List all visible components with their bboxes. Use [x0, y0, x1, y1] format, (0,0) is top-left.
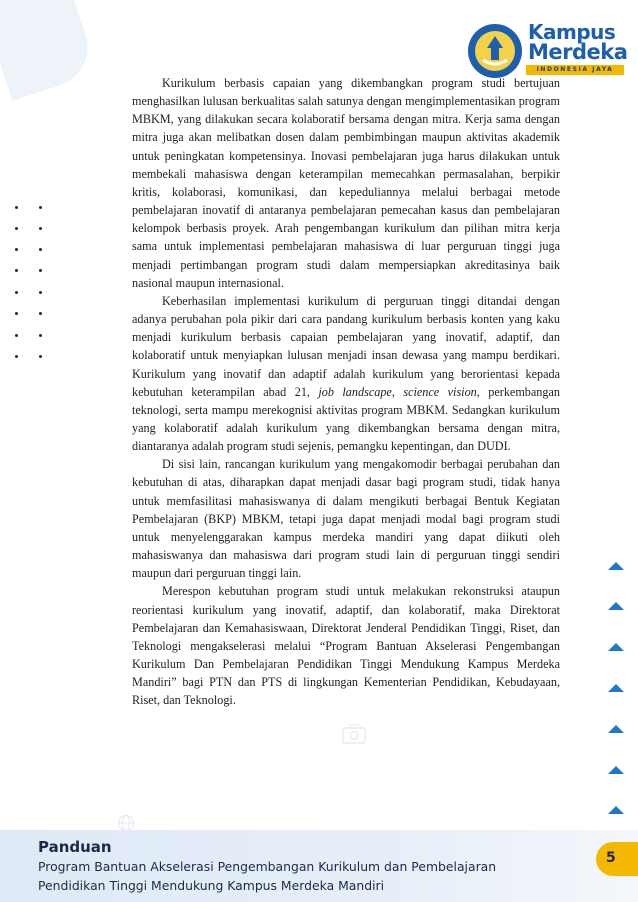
paragraph-1: Kurikulum berbasis capaian yang dikembangkan program studi bertujuan menghasilkan lulusan berkualitas salah satunya dengan mengimplementasikan program MBKM, yang dilakukan secara kolaboratif bersama dengan mitra. Kerja sama dengan mitra juga akan melibatkan dosen dalam pembimbingan maupun aktivitas akademik untuk peningkatan kompetensinya. Inovasi pembelajaran juga harus dilakukan untuk membekali mahasiswa dengan keterampilan memecahkan permasalahan, berpikir kritis, kolaborasi, komunikasi, dan kepeduliannya melalui berbagai metode pembelajaran inovatif di antaranya pembelajaran pemecahan kasus dan pembelajaran kelompok berbasis proyek. Arah pengembangan kurikulum dan pilihan mitra kerja sama untuk implementasi pembelajaran mahasiswa di luar perguruan tinggi juga menjadi pertimbangan program studi dalam mempersiapkan akreditasinya baik nasional maupun internasional.: [132, 76, 560, 290]
page-number: 5: [606, 850, 616, 866]
tut-wuri-handayani-seal-icon: [466, 22, 524, 80]
italic-term: job landscape: [318, 384, 392, 399]
arrow-up-icon: [608, 602, 624, 610]
body-text: [132, 74, 560, 709]
footer-subtitle-line: Pendidikan Tinggi Mendukung Kampus Merdeka Mandiri: [38, 878, 385, 893]
arrow-up-icon: [608, 725, 624, 733]
arrow-up-icon: [608, 766, 624, 774]
page-number-badge: [596, 842, 638, 876]
paragraph-4: Merespon kebutuhan program studi untuk melakukan rekonstruksi ataupun reorientasi kurikulum yang inovatif, adaptif, dan kolaboratif, maka Direktorat Pembelajaran dan Kemahasiswaan, Direktorat Jenderal Pendidikan Tinggi, Riset, dan Teknologi mengakselerasi melalui “Program Bantuan Akselerasi Pengembangan Kurikulum Dan Pembelajaran Pendidikan Tinggi Mendukung Kampus Merdeka Mandiri” bagi PTN dan PTS di lingkungan Kementerian Pendidikan, Kebudayaan, Riset, dan Teknologi.: [132, 584, 560, 708]
kampus-merdeka-logo: [466, 18, 626, 80]
brand-line-kampus: Kampus: [528, 20, 616, 44]
arrow-up-icon: [608, 806, 624, 814]
footer-title: Panduan: [38, 838, 112, 856]
camera-watermark-icon: [342, 724, 366, 744]
italic-term: science vision: [403, 384, 477, 399]
paragraph-2: Keberhasilan implementasi kurikulum di perguruan tinggi ditandai dengan adanya perubahan pola pikir dari cara pandang kurikulum berbasis konten yang kaku menjadi kurikulum berbasis capaian pembelajaran yang inovatif, adaptif, dan kolaboratif untuk menyiapkan lulusan menjadi insan dewasa yang mampu berdikari. Kurikulum yang inovatif dan adaptif adalah kurikulum yang berorientasi kepada kebutuhan keterampilan abad 21, job landscape, science vision, perkembangan teknologi, serta mampu merekognisi aktivitas program MBKM. Sedangkan kurikulum yang kolaboratif adalah kurikulum yang dikembangkan bersama dengan mitra, diantaranya adalah program studi sejenis, pemangku kepentingan, dan DUDI.: [132, 293, 560, 454]
corner-decoration: [0, 0, 98, 101]
arrow-up-icon: [608, 684, 624, 692]
arrow-up-icon: [608, 643, 624, 651]
brand-tagline: INDONESIA JAYA: [526, 65, 624, 75]
paragraph-3: Di sisi lain, rancangan kurikulum yang mengakomodir berbagai perubahan dan kebutuhan di atas, diharapkan dapat menjadi dasar bagi program studi, tidak hanya untuk memfasilitasi mahasiswanya di dalam mengikuti berbagai Bentuk Kegiatan Pembelajaran (BKP) MBKM, tetapi juga dapat menjadi modal bagi program studi untuk menyelenggarakan kampus merdeka mandiri yang dapat diikuti oleh mahasiswanya dan mahasiswa dari program studi lain di perguruan tinggi sendiri maupun dari perguruan tinggi lain.: [132, 457, 560, 581]
arrow-up-icon: [608, 562, 624, 570]
brand-line-merdeka: Merdeka: [528, 40, 628, 64]
footer-subtitle-line: Program Bantuan Akselerasi Pengembangan Kurikulum dan Pembelajaran: [38, 859, 497, 874]
footer-subtitle: [38, 857, 558, 895]
